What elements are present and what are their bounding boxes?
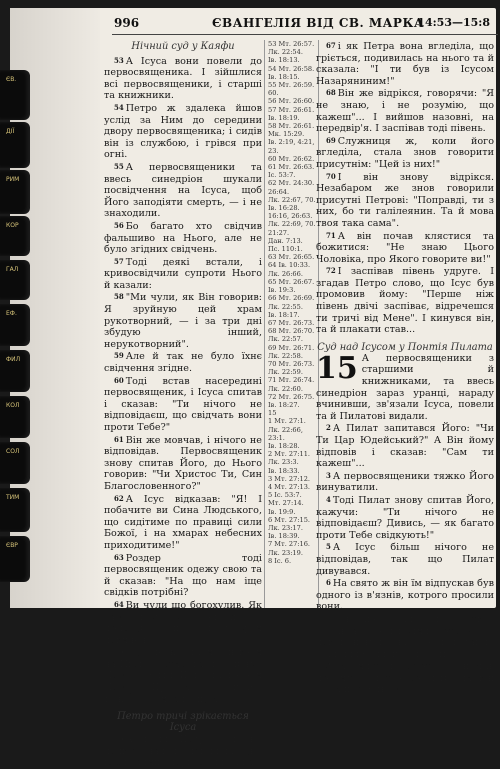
verse-text: А Пилат запитався Його: "Чи Ти Цар Юдейський?" А Він йому відповів і сказав: "Сам ти кажеш"... <box>316 423 494 470</box>
verse-number: 7 <box>326 613 331 623</box>
cross-reference: 8 Іс. 6. <box>268 556 292 565</box>
cross-reference: 5 Іс. 53:7. <box>268 491 302 500</box>
verse <box>316 494 494 541</box>
cross-reference: 1 Мт. 27:1. <box>268 417 306 426</box>
cross-reference: 7 Мт. 27:16. <box>268 540 310 549</box>
verse-number: 5 <box>326 542 331 552</box>
verse-number: 55 <box>114 161 124 171</box>
verse <box>316 40 494 87</box>
verse-text: Тоді встав насередині первосвященик, і Ісуса спитав і сказав: "Ти нічого не відповідаєш, що свідчать вони проти Тебе?" <box>104 375 262 433</box>
cross-reference: Ів. 19:9. <box>268 507 296 516</box>
text-column-left <box>104 40 262 769</box>
index-tab-label: КОР <box>6 222 19 229</box>
cross-reference: 68 Мт. 26:70. <box>268 327 315 336</box>
cross-reference: 61 Мт. 26:63. <box>268 163 315 172</box>
cross-reference: Дан. 7:13. <box>268 236 303 245</box>
verse <box>316 470 494 494</box>
index-tab[interactable] <box>0 488 30 532</box>
cross-reference: 3 Мт. 27:12. <box>268 474 310 483</box>
page-number: 996 <box>114 16 140 30</box>
verse-text: Тоді деякі встали, і кривосвідчили супроти Нього й казали: <box>104 256 262 291</box>
cross-reference: Іс. 53:7. <box>268 171 296 180</box>
cross-reference: Мк. 15:29. <box>268 130 305 139</box>
verse <box>104 161 262 220</box>
verse <box>316 577 494 613</box>
index-tab-label: ЕФ. <box>6 310 17 317</box>
index-tab-label: СОЛ <box>6 448 20 455</box>
chapter-number: 15 <box>316 350 358 386</box>
verse <box>104 599 262 646</box>
chapter-verse-range: 14:53—15:8 <box>417 16 490 29</box>
cross-reference: 60. <box>268 89 279 98</box>
verse-text: А первосвященики тяжко Його винуватили. <box>316 470 494 494</box>
cross-reference: Ів. 19:3. <box>268 286 296 295</box>
verse-text: І заспівав півень удруге. І згадав Петро слово, що Ісус був промовив йому: "Перше ніж півень двічі заспіває, відречешся ти тричі від Мене". І кинувся він, та й плакати став... <box>316 266 494 336</box>
verse-text: Служниця ж, коли його вгледіла, стала знов говорити присутнім: "Цей із них!" <box>316 135 494 170</box>
verse-number: 70 <box>326 171 336 181</box>
index-tab[interactable] <box>0 260 30 300</box>
index-tab[interactable] <box>0 304 30 346</box>
verse-text: Він же відрікся, говорячи: "Я не знаю, і не розумію, що кажеш"... І вийшов назовні, на передвір'я. І заспівав тоді півень. <box>316 88 494 135</box>
verse <box>104 434 262 493</box>
verse-number: 59 <box>114 351 124 361</box>
cross-reference: Лк. 22:66, 23:1. <box>268 425 303 442</box>
verse-text: А Ісуса вони повели до первосвященика. І зійшлися всі первосвященики, і старші та книжники. <box>104 55 262 102</box>
index-tab-label: ГАЛ <box>6 266 19 273</box>
cross-reference: 71 Мт. 26:74. <box>268 376 315 385</box>
cross-reference: Ів. 18:13. <box>268 56 300 65</box>
cross-reference: Ів. 18:17. <box>268 310 300 319</box>
verse-text: І коли натовп зібрався, він став просити Пилата зробити, як він завжди робив їм. <box>316 661 494 696</box>
verse-number: 68 <box>326 88 336 98</box>
cross-reference: 4 Мт. 27:13. <box>268 482 310 491</box>
verse <box>316 541 494 577</box>
cross-reference: 60 Мт. 26:62. <box>268 154 315 163</box>
verse <box>104 256 262 292</box>
cross-reference: 21:27. <box>268 228 290 237</box>
verse-text: Петро ж здалека йшов услід за Ним до середини двору первосвященика; і сидів він із службою, і грівся при огні. <box>104 102 262 161</box>
cross-reference: 16:16, 26:63. <box>268 212 313 221</box>
cross-reference: Лк. 22:69, 70. <box>268 220 316 229</box>
verse-text: А коли Петро був на подвір'ї надолі, прийшла одна із служниць первосвященика, <box>104 734 262 769</box>
book-title: ЄВАНГЕЛІЯ ВІД СВ. МАРКА <box>212 16 425 30</box>
index-tab[interactable] <box>0 396 30 438</box>
cross-reference: 2 Мт. 27:11. <box>268 450 310 459</box>
cross-reference: 64 Ів. 10:33. <box>268 261 311 270</box>
index-tab-label: ФИЛ <box>6 356 21 363</box>
verse-number: 2 <box>326 423 331 433</box>
verse-text: і як Петра вона вгледіла, що гріється, подивилась на нього та й сказала: "І ти був із Ісусом Назаряниним!" <box>316 41 494 87</box>
verse-number: 71 <box>326 230 336 240</box>
verse <box>316 265 494 336</box>
cross-reference: 69 Мт. 26:71. <box>268 343 315 352</box>
verse-text: А первосвященики та ввесь синедріон шукали посвідчення на Ісуса, щоб Його заподіяти смерть, — і не знаходили. <box>104 161 262 220</box>
cross-reference: Лк. 22:60. <box>268 384 303 393</box>
cross-reference: 58 Мт. 26:61. <box>268 122 315 131</box>
verse-text: А Ісус відказав: "Я! І побачите ви Сина Людського, що сидітиме по правиці сили Божої, і на хмарах небесних приходитиме!" <box>104 493 262 551</box>
verse-text: Був же один, що звався Варавва, ув'язнений разом із повстанцями, які за повстання вчинили були душогубство. <box>316 613 494 660</box>
cross-reference: Лк. 23:17. <box>268 523 303 532</box>
verse <box>316 350 494 423</box>
verse-number: 3 <box>326 470 331 480</box>
verse-number: 63 <box>114 552 124 562</box>
verse <box>316 660 494 696</box>
cross-reference: Ів. 18:19. <box>268 113 300 122</box>
verse-text: І він знову відрікся. Незабаром же знов говорили присутні Петрові: "Поправді, ти з них, бо ти галілеянин. Та й мова твоя така сама". <box>316 171 494 229</box>
index-tab-label: ТИМ <box>6 494 20 501</box>
cross-reference: 72 Мт. 26:75. <box>268 392 315 401</box>
cross-reference: 62 Мт. 24:30. <box>268 179 315 188</box>
verse-number: 65 <box>114 647 124 657</box>
verse-number: 64 <box>114 599 124 609</box>
cross-reference: 70 Мт. 26:73. <box>268 359 315 368</box>
cross-references-column <box>264 40 319 608</box>
cross-reference: Лк. 22:58. <box>268 351 303 360</box>
cross-reference: Мт. 27:14. <box>268 499 304 508</box>
verse-number: 58 <box>114 292 124 302</box>
verse <box>316 135 494 171</box>
index-tab[interactable] <box>0 350 30 392</box>
verse <box>104 102 262 161</box>
cross-reference: Ів. 18:33. <box>268 466 300 475</box>
verse <box>104 220 262 256</box>
section-heading: Нічний суд у Каяфи <box>131 41 235 52</box>
verse-text: Бо багато хто свідчив фальшиво на Нього, але не було згідних свідчень. <box>104 220 262 256</box>
cross-reference: Ів. 18:27. <box>268 400 300 409</box>
verse-number: 8 <box>326 661 331 671</box>
verse-text: Але й так не було їхнє свідчення згідне. <box>104 351 262 375</box>
cross-reference: Ів. 18:28. <box>268 441 300 450</box>
verse-number: 62 <box>114 493 124 503</box>
verse-text: Ви чули що богохулив. Як вам здається?" Вони ж усі присудили, що Він умерти повинен... <box>104 599 262 646</box>
verse-text: Він же мовчав, і нічого не відповідав. Первосвященик знову спитав Його, до Нього говорив: "Чи Христос Ти, Син Благословенного?" <box>104 434 262 492</box>
verse-number: 57 <box>114 256 124 266</box>
verse <box>104 733 262 769</box>
cross-reference: 6 Мт. 27:15. <box>268 515 310 524</box>
verse-text: На свято ж він їм відпускав був одного із в'язнів, котрого просили вони. <box>316 578 494 613</box>
verse <box>104 375 262 434</box>
cross-reference: 26:64. <box>268 187 290 196</box>
verse <box>316 422 494 469</box>
verse-text: Роздер тоді первосвященик одежу свою та й сказав: "На що нам іще свідків потрібні? <box>104 552 262 599</box>
verse-number: 67 <box>326 41 336 50</box>
verse <box>316 613 494 660</box>
cross-reference: 57 Мт. 26:61. <box>268 105 315 114</box>
verse <box>104 55 262 102</box>
cross-reference: 67 Мт. 26:73. <box>268 318 315 327</box>
cross-reference: Пс. 110:1. <box>268 245 303 254</box>
section-heading: Петро тричі зрікається Ісуса <box>117 711 249 734</box>
verse-number: 4 <box>326 494 331 504</box>
cross-reference: Лк. 22:55. <box>268 302 303 311</box>
verse <box>104 291 262 350</box>
cross-reference: Ів. 2:19, 4:21, <box>268 138 315 147</box>
verse <box>104 552 262 599</box>
cross-reference: Лк. 22:57. <box>268 335 303 344</box>
index-tab[interactable] <box>0 70 30 120</box>
cross-reference: Ів. 18:39. <box>268 532 300 541</box>
cross-reference: Лк. 26:66. <box>268 269 303 278</box>
verse-number: 60 <box>114 375 124 385</box>
verse-text: "Ми чули, як Він говорив: Я зруйную цей храм рукотворний, — і за три дні збудую інший, нерукотворний". <box>104 292 262 350</box>
index-tab-label: ДІЇ <box>6 128 15 135</box>
verse-number: 53 <box>114 55 124 65</box>
verse <box>104 493 262 552</box>
cross-reference: Лк. 22:67, 70. <box>268 195 316 204</box>
verse <box>316 87 494 134</box>
verse-number: 69 <box>326 135 336 145</box>
cross-reference: 63 Мт. 26:65. <box>268 253 315 262</box>
cross-reference: 54 Мт. 26:58. <box>268 64 315 73</box>
index-tab-label: ЄВР <box>6 542 18 549</box>
cross-reference: Лк. 22:54. <box>268 48 303 57</box>
text-column-right <box>316 40 494 696</box>
verse-number: 66 <box>114 734 124 744</box>
verse-text: Тоді деякі стали плювати на Нього, і закривати обличчя Йому, і бити Його та казати Йому: "Пророкуй!" Служба теж Його била по щоках... <box>104 647 262 705</box>
running-header <box>112 14 498 35</box>
cross-reference: Ів. 16:28. <box>268 204 300 213</box>
cross-reference: 56 Мт. 26:60. <box>268 97 315 106</box>
verse-text: Тоді Пилат знову спитав Його, кажучи: "Ти нічого не відповідаєш? Дивись, — як багато проти Тебе свідкують!" <box>316 494 494 541</box>
index-tab-label: ЄВ. <box>6 76 17 83</box>
verse <box>104 646 262 705</box>
verse-number: 6 <box>326 578 331 588</box>
index-tab[interactable] <box>0 536 30 582</box>
verse-number: 61 <box>114 434 124 444</box>
verse-text: А він почав клястися та божитися: "Не знаю Цього Чоловіка, про Якого говорите ви!" <box>316 230 494 265</box>
cross-reference: Лк. 22:59. <box>268 368 303 377</box>
index-tab[interactable] <box>0 170 30 214</box>
cross-reference: 23. <box>268 146 279 155</box>
verse <box>104 350 262 374</box>
cross-reference: Лк. 23:3. <box>268 458 299 467</box>
verse <box>316 230 494 266</box>
cross-reference: 65 Мт. 26:67. <box>268 277 315 286</box>
verse <box>316 171 494 230</box>
index-tab[interactable] <box>0 442 30 484</box>
index-tab[interactable] <box>0 216 30 256</box>
verse-number: 56 <box>114 220 124 230</box>
verse-number: 72 <box>326 266 336 276</box>
verse-number: 54 <box>114 102 124 112</box>
cross-reference: 66 Мт. 26:69. <box>268 294 315 303</box>
verse-text: А первосвященики з старшими й книжниками, та ввесь синедріон зараз уранці, нараду вчинивши, зв'язали Ісуса, повели та й Пилатові видали. <box>316 352 494 422</box>
section-heading: Суд над Ісусом у Понтія Пилата <box>317 341 493 353</box>
cross-reference: 55 Мт. 26:59. <box>268 81 315 90</box>
cross-reference: Лк. 23:19. <box>268 548 303 557</box>
verse-text: А Ісус більш нічого не відповідав, так що Пилат дивувався. <box>316 542 494 577</box>
cross-reference: Ів. 18:15. <box>268 72 300 81</box>
cross-reference: 53 Мт. 26:57. <box>268 40 315 48</box>
cross-reference: 15 <box>268 409 277 418</box>
index-tab-label: РИМ <box>6 176 20 183</box>
index-tab-label: КОЛ <box>6 402 20 409</box>
index-tab[interactable] <box>0 122 30 168</box>
